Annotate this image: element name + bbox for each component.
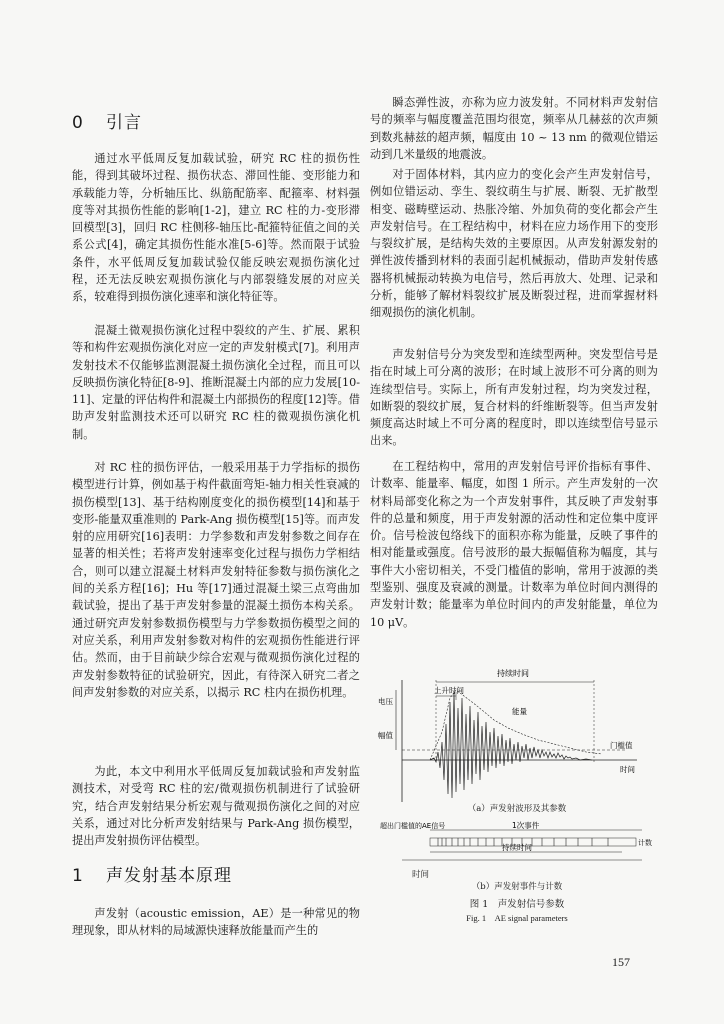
ae-paragraph-1: 声发射（acoustic emission，AE）是一种常见的物理现象，即从材料的局域源快速释放能量而产生的 — [72, 907, 360, 938]
section-number: 0 — [72, 113, 84, 133]
figure-caption-en: Fig. 1 AE signal parameters — [466, 913, 568, 923]
intro-paragraph-3: 对 RC 柱的损伤评估，一般采用基于力学指标的损伤模型进行计算，例如基于构件截面弯矩-轴力相关性衰减的损伤模型[13]、基于结构刚度变化的损伤模型[14]和基于变形-能量双重准则的 Park-Ang 损伤模型[15]等。而声发射的应用研究[16]表明：力学参数和声发射参数之间存在显著的相关性；若将声发射速率变化过程与损伤力学相结合，则可以建立混凝土材料声发射特征参数与损伤演化之间的关系方程[16]；Hu 等[17]通过混凝土梁三点弯曲加载试验，提出了基于声发射参量的混凝土损伤本构关系。通过研究声发射参数损伤模型与力学参数损伤模型之间的对应关系，利用声发射参数对构件的宏观损伤性能进行评估。然而，由于目前缺少综合宏观与微观损伤演化过程的声发射参数特征的试验研究，因此，有待深入研究二者之间声发射参数的对应关系，以揭示 RC 柱内在损伤机理。 — [72, 461, 360, 699]
section-title: 引言 — [106, 113, 142, 133]
intro-paragraph-1: 通过水平低周反复加载试验，研究 RC 柱的损伤性能，得到其破坏过程、损伤状态、滞回性能、变形能力和承载能力等，分析轴压比、纵筋配筋率、配箍率、材料强度等对其损伤性能的影响[1-2]，建立 RC 柱的力-变形滞回模型[3]，回归 RC 柱侧移-轴压比-配箍特征值之间的关系公式[4]，确定其损伤性能水准[5-6]等。然而限于试验条件，水平低周反复加载试验仅能反映宏观损伤演化过程，还无法反映宏观损伤演化与内部裂缝发展的对应关系，较难得到损伤演化速率和演化特征等。 — [72, 152, 360, 304]
duration-label: 持续时间 — [497, 669, 529, 678]
ae-paragraph-2: 对于固体材料，其内应力的变化会产生声发射信号，例如位错运动、孪生、裂纹萌生与扩展、断裂、无扩散型相变、磁畴壁运动、热胀冷缩、外加负荷的变化都会产生声发射信号。在工程结构中，材料在应力场作用下的变形与裂纹扩展，是结构失效的主要原因。从声发射源发射的弹性波传播到材料的表面引起机械振动，借助声发射传感器将机械振动转换为电信号，然后再放大、处理、记录和分析，能够了解材料裂纹扩展及断裂过程，进而掌握材料细观损伤的演化机制。 — [370, 168, 658, 320]
event-label: 1次事件 — [512, 821, 540, 830]
ae-paragraph-continued: 瞬态弹性波，亦称为应力波发射。不同材料声发射信号的频率与幅度覆盖范围均很宽，频率从几赫兹的次声频到数兆赫兹的超声频，幅度由 10 ~ 13 nm 的微观位错运动到几米量级的地震波。 — [370, 96, 658, 161]
count-bar — [430, 838, 636, 846]
caption-a: （a）声发射波形及其参数 — [467, 804, 567, 814]
section-title: 声发射基本原理 — [106, 866, 232, 886]
caption-b: （b）声发射事件与计数 — [471, 882, 563, 892]
ae-signal-diagram — [372, 662, 662, 862]
ae-waveform — [430, 692, 592, 798]
ae-paragraph-4: 在工程结构中，常用的声发射信号评价指标有事件、计数率、能量率、幅度，如图 1 所示。产生声发射的一次材料局部变化称之为一个声发射事件，其反映了声发射事件的总量和频度，用于声发射源的活动性和定位集中度评价。信号检波包络线下的面积亦称为能量，反映了事件的相对能量或强度。信号波形的最大振幅值称为幅度，其与事件大小密切相关，不受门槛值的影响，常用于波源的类型鉴别、强度及衰减的测量。计数率为单位时间内测得的声发射计数；能量率为单位时间内的声发射能量，单位为 10 μV。 — [370, 460, 658, 629]
amplitude-label: 幅值 — [378, 731, 393, 740]
threshold-label: 门槛值 — [610, 741, 633, 750]
time-label-a: 时间 — [620, 765, 635, 774]
voltage-label: 电压 — [378, 697, 393, 706]
section-0-heading — [72, 108, 142, 133]
ae-paragraph-3: 声发射信号分为突发型和连续型两种。突发型信号是指在时域上可分离的波形；在时域上波形不可分离的则为连续型信号。实际上，所有声发射过程，均为突发过程，如断裂的裂纹扩展，复合材料的纤维断裂等。但当声发射频度高达时域上不可分离的程度时，即以连续型信号显示出来。 — [370, 348, 658, 448]
figure-1 — [372, 662, 662, 932]
time-label-b: 时间 — [412, 870, 430, 880]
count-label: 计数 — [638, 839, 652, 847]
energy-label: 能量 — [512, 707, 527, 716]
over-threshold-label: 超出门槛值的AE信号 — [380, 822, 446, 830]
figure-caption-cn: 图 1 声发射信号参数 — [469, 899, 565, 910]
waveform-panel — [378, 668, 637, 802]
envelope-curve — [430, 690, 602, 760]
section-number: 1 — [72, 866, 84, 886]
duration-label-b: 持续时间 — [502, 843, 532, 852]
rise-time-label: 上升时间 — [434, 686, 464, 695]
counts-panel — [380, 820, 652, 860]
intro-paragraph-4: 为此，本文中利用水平低周反复加载试验和声发射监测技术，对受弯 RC 柱的宏/微观损伤机制进行了试验研究，结合声发射结果分析宏观与微观损伤演化之间的对应关系，通过对比分析声发射结果与 Park-Ang 损伤模型，提出声发射损伤评估模型。 — [72, 765, 360, 848]
intro-paragraph-2: 混凝土微观损伤演化过程中裂纹的产生、扩展、累积等和构件宏观损伤演化对应一定的声发射模式[7]。利用声发射技术不仅能够监测混凝土损伤演化全过程，而且可以反映损伤演化特征[8-9]、推断混凝土内部的应力发展[10-11]、定量的评估构件和混凝土内部损伤的程度[12]等。借助声发射监测技术还可以研究 RC 柱的微观损伤演化机制。 — [72, 324, 360, 441]
section-1-heading — [72, 861, 232, 886]
page-number: 157 — [612, 955, 630, 969]
